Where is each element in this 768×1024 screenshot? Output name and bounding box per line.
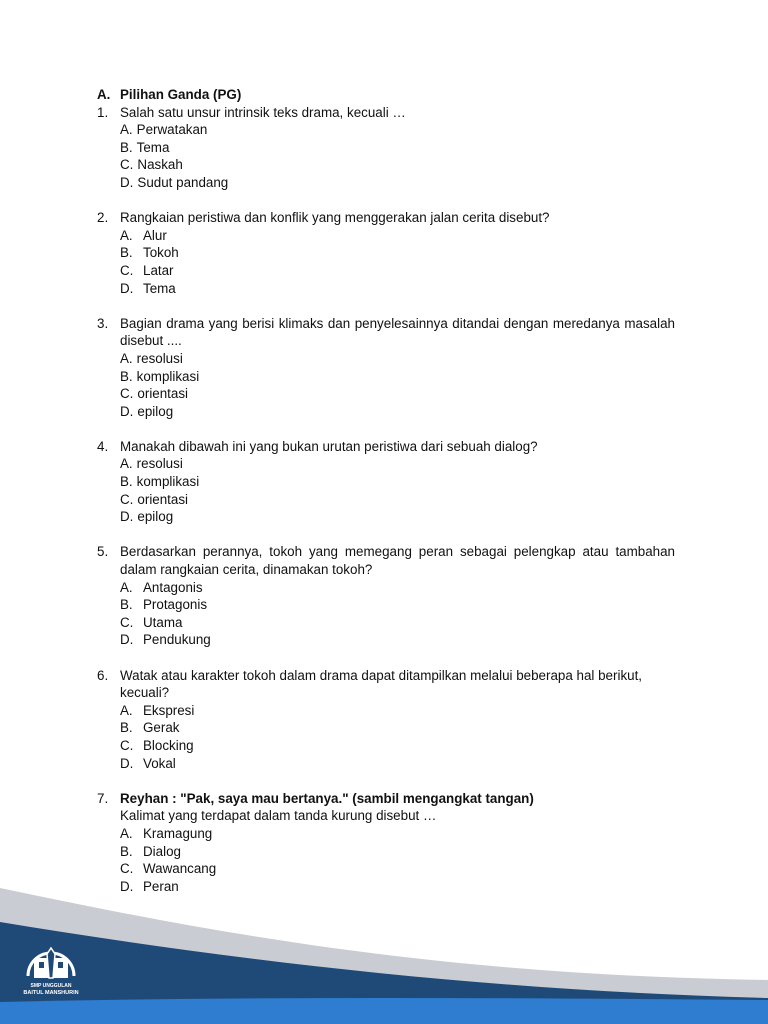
question-3 [97,315,675,421]
option-letter: D. [120,174,134,190]
question-text: Watak atau karakter tokoh dalam drama dapat ditampilkan melalui beberapa hal berikut, kecuali? [120,667,643,701]
option-letter: C. [120,614,134,630]
option-text: Utama [143,614,183,630]
option-d [120,403,675,421]
option-letter: B. [120,843,133,859]
option-letter: B. [120,139,133,155]
option-letter: D. [120,632,134,648]
question-number: 6. [97,667,109,683]
option-text: orientasi [137,491,189,507]
option-text: Peran [143,878,179,894]
option-a [120,227,675,245]
option-letter: C. [120,157,134,173]
option-letter: B. [120,597,133,613]
option-letter: D. [120,403,134,419]
question-text: Manakah dibawah ini yang bukan urutan peristiwa dari sebuah dialog? [120,438,538,454]
option-letter: A. [120,579,133,595]
exam-content [97,86,675,913]
option-letter: A. [120,122,133,138]
question-text: Salah satu unsur intrinsik teks drama, kecuali … [120,104,406,120]
option-c [120,737,675,755]
option-letter: D. [120,280,134,296]
option-letter: C. [120,262,134,278]
question-text: Rangkaian peristiwa dan konflik yang menggerakan jalan cerita disebut? [120,210,550,226]
option-text: Alur [143,227,167,243]
section-title: Pilihan Ganda (PG) [120,87,242,102]
option-letter: C. [120,386,134,402]
logo-caption-line2: BAITUL MANSHURIN [23,990,79,996]
option-c [120,614,675,632]
option-letter: D. [120,878,134,894]
option-d [120,755,675,773]
option-c [120,491,675,509]
option-text: Ekspresi [143,702,195,718]
option-letter: B. [120,474,133,490]
option-c [120,860,675,878]
option-d [120,174,675,192]
option-letter: A. [120,456,133,472]
footer-band-blue [0,998,768,1024]
option-text: Antagonis [143,579,203,595]
option-letter: C. [120,491,134,507]
option-d [120,280,675,298]
option-d [120,631,675,649]
option-text: Blocking [143,737,194,753]
option-a [120,455,675,473]
option-c [120,262,675,280]
option-b [120,473,675,491]
option-text: Naskah [137,157,183,173]
question-text: Bagian drama yang berisi klimaks dan penyelesainnya ditandai dengan meredanya masalah disebut .... [120,315,675,349]
question-number: 5. [97,544,109,560]
question-2 [97,209,675,297]
option-c [120,156,675,174]
option-text: Protagonis [143,597,208,613]
option-text: Perwatakan [136,122,208,138]
option-text: epilog [137,509,174,525]
option-letter: B. [120,368,133,384]
question-4 [97,438,675,526]
option-b [120,139,675,157]
option-text: Wawancang [143,861,217,877]
question-number: 4. [97,438,109,454]
option-text: Tema [136,139,170,155]
question-6 [97,667,675,773]
option-letter: C. [120,737,134,753]
option-b [120,368,675,386]
question-number: 3. [97,315,109,331]
option-b [120,244,675,262]
footer-wave-decoration [0,880,768,1024]
question-5 [97,543,675,649]
option-b [120,843,675,861]
option-b [120,719,675,737]
question-number: 1. [97,104,109,120]
section-letter: A. [97,87,111,102]
option-a [120,825,675,843]
option-d [120,508,675,526]
question-text: Reyhan : "Pak, saya mau bertanya." (sambil mengangkat tangan) [120,790,534,806]
option-letter: A. [120,227,133,243]
option-text: Sudut pandang [137,174,229,190]
option-letter: B. [120,245,133,261]
section-heading [97,86,675,104]
option-letter: D. [120,755,134,771]
logo-caption-line1: SMP UNGGULAN [30,983,72,989]
option-text: Vokal [143,755,176,771]
option-a [120,121,675,139]
option-text: Tema [143,280,176,296]
option-text: komplikasi [136,474,200,490]
option-letter: A. [120,825,133,841]
option-a [120,702,675,720]
option-b [120,596,675,614]
option-letter: A. [120,702,133,718]
option-a [120,579,675,597]
question-number: 2. [97,210,109,226]
option-text: Latar [143,262,174,278]
question-1 [97,104,675,192]
question-text: Berdasarkan perannya, tokoh yang memegang peran sebagai pelengkap atau tambahan dalam rangkaian cerita, dinamakan tokoh? [120,544,675,578]
question-subtext: Kalimat yang terdapat dalam tanda kurung disebut … [120,808,437,824]
option-text: Pendukung [143,632,211,648]
option-text: Gerak [143,720,180,736]
question-number: 7. [97,790,109,806]
option-letter: C. [120,861,134,877]
option-text: resolusi [136,456,183,472]
option-letter: B. [120,720,133,736]
option-text: Dialog [143,843,181,859]
option-text: Kramagung [143,825,213,841]
option-text: Tokoh [143,245,179,261]
option-text: orientasi [137,386,189,402]
option-text: komplikasi [136,368,200,384]
option-text: epilog [137,403,174,419]
option-letter: D. [120,509,134,525]
option-a [120,350,675,368]
option-c [120,385,675,403]
option-text: resolusi [136,350,183,366]
option-letter: A. [120,350,133,366]
